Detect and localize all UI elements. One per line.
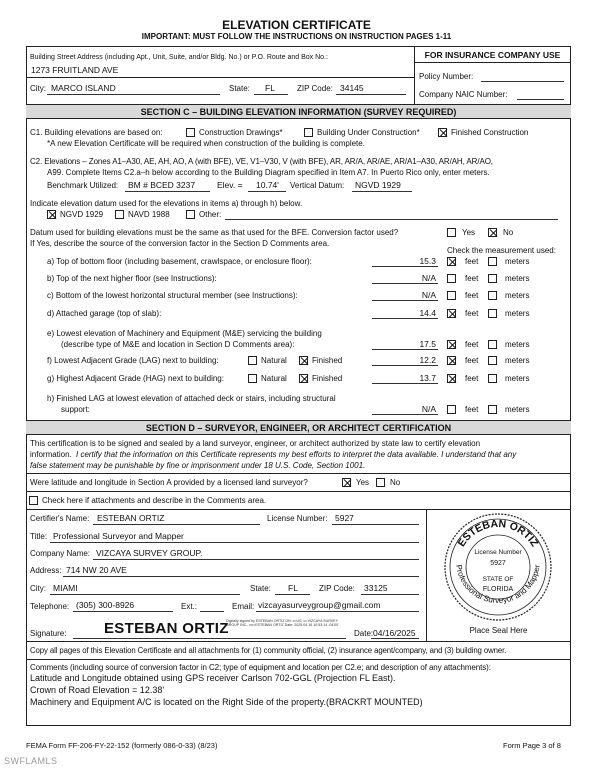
meters-label: meters <box>505 291 530 300</box>
benchmark-label: Benchmark Utilized: <box>47 181 119 190</box>
grade-finished-label: Finished <box>312 374 343 383</box>
feet-label: feet <box>465 356 479 365</box>
cert-city-value[interactable]: MIAMI <box>53 583 78 593</box>
under-construction-checkbox[interactable] <box>304 128 313 137</box>
elevation-item-label: h) Finished LAG at lowest elevation of attached deck or stairs, including structural <box>47 394 336 403</box>
elevation-item-label: g) Highest Adjacent Grade (HAG) next to building: <box>47 374 224 383</box>
finished-construction-label: Finished Construction <box>451 128 529 137</box>
title-label: Title: <box>30 532 48 541</box>
c2-line2: A99. Complete Items C2.a–h below according to the Building Diagram specified in Item A7. In Puerto Rico only, enter meters. <box>47 168 490 177</box>
meters-label: meters <box>505 257 530 266</box>
ext-label: Ext.: <box>181 602 198 611</box>
attachments-label: Check here if attachments and describe in the Comments area. <box>42 496 267 505</box>
feet-checkbox[interactable] <box>447 257 456 266</box>
form-subtitle: IMPORTANT: MUST FOLLOW THE INSTRUCTIONS ON INSTRUCTION PAGES 1-11 <box>141 32 452 41</box>
vertical-datum-label: Vertical Datum: <box>290 181 345 190</box>
cert-zip-value[interactable]: 33125 <box>364 583 388 593</box>
elevation-value[interactable]: 12.2 <box>419 355 436 365</box>
company-name-value[interactable]: VIZCAYA SURVEY GROUP. <box>96 548 203 558</box>
comment-line-2[interactable]: Crown of Road Elevation = 12.38' <box>30 685 165 695</box>
conversion-no-label: No <box>503 228 514 237</box>
feet-checkbox[interactable] <box>447 405 456 414</box>
meters-checkbox[interactable] <box>488 309 497 318</box>
elevation-item-label: a) Top of bottom floor (including basement, crawlspace, or enclosure floor): <box>47 257 312 266</box>
elevation-value-underline <box>372 383 438 384</box>
meters-label: meters <box>505 356 530 365</box>
cert-line2b: I certify that the information on this Certificate represents my best efforts to interpret the data available. I understand that any <box>76 450 517 459</box>
title-value[interactable]: Professional Surveyor and Mapper <box>53 531 184 541</box>
elevation-value-underline <box>372 365 438 366</box>
feet-label: feet <box>465 374 479 383</box>
email-label: Email: <box>232 602 255 611</box>
c2-line1: C2. Elevations – Zones A1–A30, AE, AH, AO, A (with BFE), VE, V1–V30, V (with BFE), AR, AR/A, AR/AE, AR/A1–A30, AR/AH, AR/AO, <box>30 157 493 166</box>
cert-line2a: information. <box>30 450 72 459</box>
meters-label: meters <box>505 340 530 349</box>
conversion-note: If Yes, describe the source of the conversion factor in the Section D Comments area. <box>30 239 330 248</box>
city-label: City: <box>30 84 46 93</box>
license-number-label: License Number: <box>267 514 328 523</box>
meters-checkbox[interactable] <box>488 340 497 349</box>
elevation-value-underline <box>372 300 438 301</box>
meters-checkbox[interactable] <box>488 291 497 300</box>
meters-checkbox[interactable] <box>488 257 497 266</box>
elevation-value[interactable]: N/A <box>421 290 436 300</box>
conversion-no-checkbox[interactable] <box>488 228 497 237</box>
cert-state-value[interactable]: FL <box>288 583 298 593</box>
cert-line1: This certification is to be signed and sealed by a land surveyor, engineer, or architect authorized by state law to certify elevation <box>30 439 481 448</box>
elevation-value-underline <box>372 266 438 267</box>
comment-line-3[interactable]: Machinery and Equipment A/C is located on the Right Side of the property.(BRACKRT MOUNTED) <box>30 697 423 707</box>
comment-line-1[interactable]: Latitude and Longitude obtained using GPS receiver Carlson 702-GGL (Projection FL East). <box>30 673 396 683</box>
zip-value[interactable]: 34145 <box>340 83 364 93</box>
grade-finished-checkbox[interactable] <box>299 374 308 383</box>
latlong-yes-label: Yes <box>356 478 370 487</box>
feet-label: feet <box>465 274 479 283</box>
page-number: Form Page 3 of 8 <box>503 741 561 750</box>
meters-label: meters <box>505 309 530 318</box>
meters-label: meters <box>505 405 530 414</box>
certifier-name-value[interactable]: ESTEBAN ORTIZ <box>97 513 165 523</box>
state-value[interactable]: FL <box>265 83 275 93</box>
svg-text:Professional Surveyor and Mapp <box>454 564 542 605</box>
feet-label: feet <box>465 405 479 414</box>
conversion-yes-checkbox[interactable] <box>447 228 456 237</box>
telephone-value[interactable]: (305) 300-8926 <box>76 600 135 610</box>
place-seal-label: Place Seal Here <box>469 626 528 635</box>
address-value[interactable]: 714 NW 20 AVE <box>66 565 127 575</box>
cert-state-label: State: <box>250 584 271 593</box>
elevation-value[interactable]: N/A <box>421 404 436 414</box>
policy-number-label: Policy Number: <box>419 72 474 81</box>
feet-checkbox[interactable] <box>447 274 456 283</box>
construction-drawings-label: Construction Drawings* <box>199 128 283 137</box>
elevation-value-underline <box>372 318 438 319</box>
feet-label: feet <box>465 291 479 300</box>
copy-note: Copy all pages of this Elevation Certificate and all attachments for (1) community official, (2) insurance agent/company, and (3) building owner. <box>30 646 507 655</box>
elevation-value[interactable]: 14.4 <box>419 308 436 318</box>
feet-checkbox[interactable] <box>447 374 456 383</box>
elevation-item-label: e) Lowest elevation of Machinery and Equipment (M&E) servicing the building <box>47 329 322 338</box>
construction-drawings-checkbox[interactable] <box>186 128 195 137</box>
street-address-value[interactable]: 1273 FRUITLAND AVE <box>31 65 119 75</box>
form-title: ELEVATION CERTIFICATE <box>222 18 371 32</box>
state-label: State: <box>229 84 250 93</box>
meters-checkbox[interactable] <box>488 405 497 414</box>
form-id: FEMA Form FF-206-FY-22-152 (formerly 086-0-33) (8/23) <box>26 741 218 750</box>
grade-natural-label: Natural <box>261 374 287 383</box>
navd-1988-label: NAVD 1988 <box>128 210 170 219</box>
comments-label: Comments (including source of conversion factor in C2; type of equipment and location per C2.e; and description of any attachments): <box>30 663 491 672</box>
conversion-yes-label: Yes <box>462 228 476 237</box>
finished-construction-checkbox[interactable] <box>438 128 447 137</box>
meters-checkbox[interactable] <box>488 356 497 365</box>
check-measurement-label: Check the measurement used: <box>447 246 556 255</box>
signature-label: Signature: <box>30 629 67 638</box>
signature-value[interactable]: ESTEBAN ORTIZ <box>104 620 229 637</box>
license-number-value[interactable]: 5927 <box>335 513 354 523</box>
feet-label: feet <box>465 340 479 349</box>
meters-checkbox[interactable] <box>488 274 497 283</box>
feet-checkbox[interactable] <box>447 340 456 349</box>
feet-checkbox[interactable] <box>447 309 456 318</box>
elevation-value-underline <box>372 414 438 415</box>
elevation-value-underline <box>372 349 438 350</box>
ngvd-1929-label: NGVD 1929 <box>60 210 104 219</box>
seal-florida: FLORIDA <box>482 586 514 593</box>
company-name-label: Company Name: <box>30 549 91 558</box>
seal-license-label: License Number <box>474 549 522 556</box>
section-d-header: SECTION D – SURVEYOR, ENGINEER, OR ARCHITECT CERTIFICATION <box>26 420 571 435</box>
certifier-name-label: Certifier's Name: <box>30 514 90 523</box>
elev-label: Elev. = <box>217 180 243 190</box>
navd-1988-checkbox[interactable] <box>115 210 124 219</box>
latlong-no-label: No <box>390 478 401 487</box>
grade-finished-label: Finished <box>312 356 343 365</box>
insurance-use-header: FOR INSURANCE COMPANY USE <box>424 50 561 60</box>
grade-finished-checkbox[interactable] <box>299 356 308 365</box>
elevation-value[interactable]: 15.3 <box>419 256 436 266</box>
benchmark-value[interactable]: BM # BCED 3237 <box>128 180 196 190</box>
elevation-value[interactable]: 17.5 <box>419 339 436 349</box>
zip-label: ZIP Code: <box>297 84 333 93</box>
date-label: Date: <box>354 629 374 638</box>
indicate-datum-label: Indicate elevation datum used for the elevations in items a) through h) below. <box>30 199 303 208</box>
seal-bottom-text: Professional Surveyor and Mapper <box>454 564 542 606</box>
email-value[interactable]: vizcayasurveygroup@gmail.com <box>258 600 381 610</box>
grade-natural-checkbox[interactable] <box>248 356 257 365</box>
date-value[interactable]: 04/16/2025 <box>373 628 416 638</box>
grade-natural-label: Natural <box>261 356 287 365</box>
conversion-question: Datum used for building elevations must be the same as that used for the BFE. Conversion factor used? <box>30 228 399 237</box>
surveyor-seal <box>430 511 566 623</box>
latlong-no-checkbox[interactable] <box>376 478 385 487</box>
digital-signature-note: Digitally signed by ESTEBAN ORTIZ DN: c=US, o=VIZCAYA SURVEY GROUP INC., cn=ESTEBAN ORTIZ Date: 2025.04.16 10:53:14 -04'00' <box>226 619 339 628</box>
latlong-question: Were latitude and longitude in Section A provided by a licensed land surveyor? <box>30 478 308 487</box>
elevation-item-label-cont: (describe type of M&E and location in Section D Comments area): <box>61 340 295 349</box>
feet-label: feet <box>465 257 479 266</box>
elevation-item-label: c) Bottom of the lowest horizontal structural member (see Instructions): <box>47 291 298 300</box>
address-label: Address: <box>30 566 62 575</box>
seal-state-of: STATE OF <box>482 576 514 583</box>
elevation-value-underline <box>372 283 438 284</box>
cert-zip-label: ZIP Code: <box>319 584 355 593</box>
feet-checkbox[interactable] <box>447 291 456 300</box>
seal-name-text: ESTEBAN ORTIZ <box>455 517 541 550</box>
latlong-yes-checkbox[interactable] <box>342 478 351 487</box>
telephone-label: Telephone: <box>30 602 70 611</box>
meters-label: meters <box>505 274 530 283</box>
elev-value[interactable]: 10.74' <box>256 180 279 190</box>
ngvd-1929-checkbox[interactable] <box>47 210 56 219</box>
city-value[interactable]: MARCO ISLAND <box>51 83 116 93</box>
other-datum-label: Other: <box>199 210 222 219</box>
elevation-value[interactable]: N/A <box>421 273 436 283</box>
feet-label: feet <box>465 309 479 318</box>
meters-label: meters <box>505 374 530 383</box>
elevation-value[interactable]: 13.7 <box>419 373 436 383</box>
other-datum-checkbox[interactable] <box>186 210 195 219</box>
cert-line3: false statement may be punishable by fine or imprisonment under 18 U.S. Code, Section 1001. <box>30 461 366 470</box>
attachments-checkbox[interactable] <box>29 496 38 505</box>
c1-note: *A new Elevation Certificate will be required when construction of the building is complete. <box>47 139 365 148</box>
elevation-item-label: d) Attached garage (top of slab): <box>47 309 162 318</box>
elevation-item-label-cont: support: <box>61 405 90 414</box>
seal-license-number: 5927 <box>490 560 506 567</box>
grade-natural-checkbox[interactable] <box>248 374 257 383</box>
naic-number-label: Company NAIC Number: <box>419 90 508 99</box>
c1-label: C1. Building elevations are based on: <box>30 128 163 137</box>
elevation-item-label: b) Top of the next higher floor (see Instructions): <box>47 274 217 283</box>
under-construction-label: Building Under Construction* <box>317 128 420 137</box>
feet-checkbox[interactable] <box>447 356 456 365</box>
meters-checkbox[interactable] <box>488 374 497 383</box>
watermark: SWFLAMLS <box>4 756 58 766</box>
vertical-datum-value[interactable]: NGVD 1929 <box>355 180 401 190</box>
elevation-item-label: f) Lowest Adjacent Grade (LAG) next to building: <box>47 356 219 365</box>
section-c-header: SECTION C – BUILDING ELEVATION INFORMATION (SURVEY REQUIRED) <box>26 104 571 119</box>
cert-city-label: City: <box>30 584 46 593</box>
street-address-label: Building Street Address (including Apt., Unit, Suite, and/or Bldg. No.) or P.O. Route and Box No.: <box>30 54 328 61</box>
